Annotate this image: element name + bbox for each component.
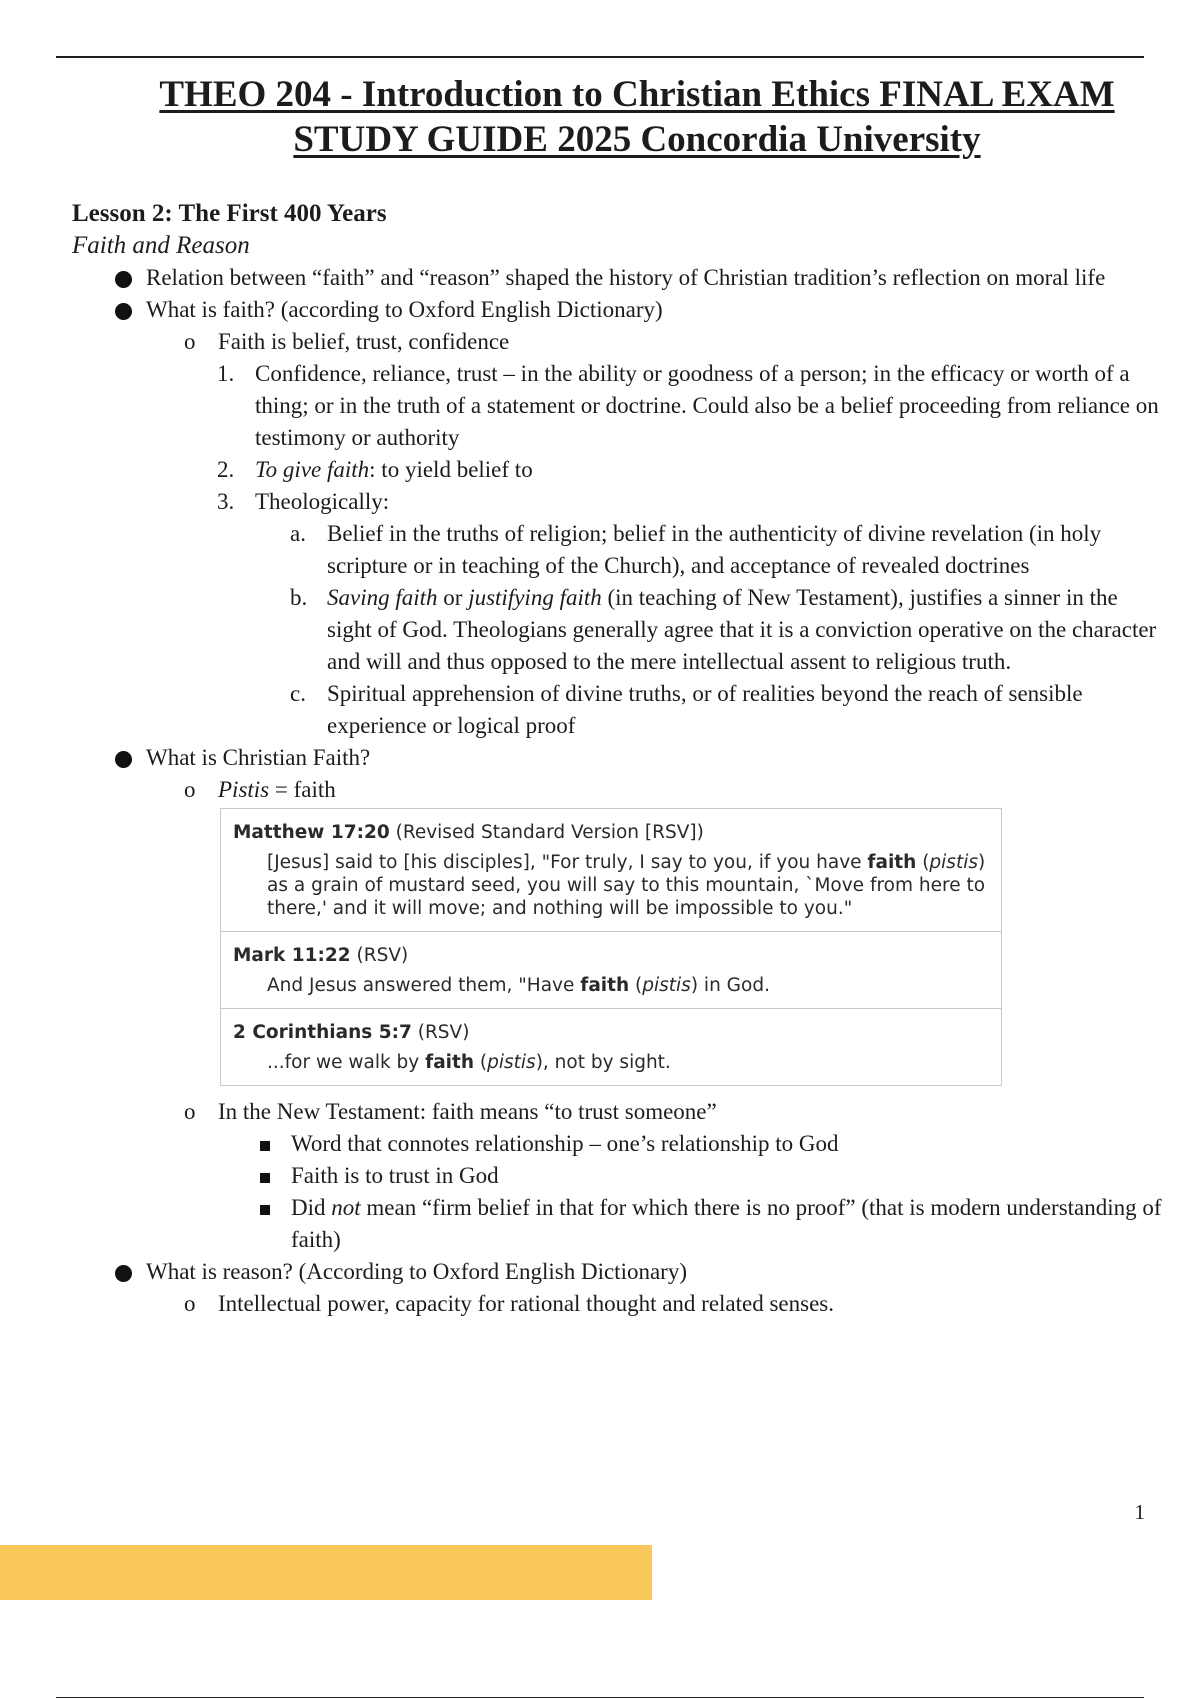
numbered-item-3: 3. Theologically: bbox=[72, 486, 1162, 518]
lettered-item-c: c. Spiritual apprehension of divine truths, or of realities beyond the reach of sensible experience or logical proof bbox=[72, 678, 1162, 742]
numbered-item-2: 2. To give faith: to yield belief to bbox=[72, 454, 1162, 486]
sub-new-testament: o In the New Testament: faith means “to trust someone” bbox=[72, 1096, 1162, 1128]
verse-row-mark bbox=[221, 932, 1001, 1009]
number-marker: 1. bbox=[217, 361, 235, 386]
document-title bbox=[112, 72, 1162, 162]
verse-row-matthew bbox=[221, 809, 1001, 932]
lettered-item-a: a. Belief in the truths of religion; belief in the authenticity of divine revelation (in holy scripture or in teaching of the Church), and acceptance of revealed doctrines bbox=[72, 518, 1162, 582]
lettered-item-b: b. Saving faith or justifying faith (in teaching of New Testament), justifies a sinner in the sight of God. Theologians generally agree that it is a conviction operative on the character and will and thus opposed to the mere intellectual assent to religious truth. bbox=[72, 582, 1162, 678]
bullet-christian-faith: What is Christian Faith? bbox=[72, 742, 1162, 774]
square-item-not-proof: Did not mean “firm belief in that for which there is no proof” (that is modern understanding of faith) bbox=[72, 1192, 1162, 1256]
number-marker: 3. bbox=[217, 489, 235, 514]
lesson-heading: Lesson 2: The First 400 Years bbox=[72, 200, 387, 227]
number-marker: 2. bbox=[217, 457, 235, 482]
verse-text: And Jesus answered them, "Have faith (pistis) in God. bbox=[267, 975, 770, 996]
verse-reference: 2 Corinthians 5:7 (RSV) bbox=[233, 1022, 470, 1043]
letter-marker: b. bbox=[290, 585, 308, 610]
bullet-faith-reason: Relation between “faith” and “reason” shaped the history of Christian tradition’s reflection on moral life bbox=[72, 262, 1162, 294]
title-line-1: THEO 204 - Introduction to Christian Ethics FINAL EXAM bbox=[159, 74, 1115, 115]
scripture-table bbox=[220, 808, 1002, 1086]
verse-text: [Jesus] said to [his disciples], "For truly, I say to you, if you have faith (pistis) as a grain of mustard seed, you will say to this mountain, `Move from here to there,' and it will move; and nothing will be impossible to you." bbox=[267, 852, 986, 919]
letter-marker: c. bbox=[290, 681, 306, 706]
square-item-trust: Faith is to trust in God bbox=[72, 1160, 1162, 1192]
sub-intellectual-power: o Intellectual power, capacity for rational thought and related senses. bbox=[72, 1288, 1162, 1320]
letter-marker: a. bbox=[290, 521, 306, 546]
verse-text: ...for we walk by faith (pistis), not by sight. bbox=[267, 1052, 671, 1073]
highlight-bar bbox=[0, 1545, 652, 1600]
title-line-2: STUDY GUIDE 2025 Concordia University bbox=[293, 119, 981, 160]
sub-pistis: o Pistis = faith bbox=[72, 774, 1162, 806]
bottom-rule bbox=[56, 1697, 1144, 1698]
page-number: 1 bbox=[1134, 1500, 1145, 1524]
top-rule bbox=[56, 56, 1144, 58]
numbered-item-1: 1. Confidence, reliance, trust – in the ability or goodness of a person; in the efficacy or worth of a thing; or in the truth of a statement or doctrine. Could also be a belief proceeding from reliance on testimony or authority bbox=[72, 358, 1162, 454]
verse-reference: Matthew 17:20 (Revised Standard Version [RSV]) bbox=[233, 822, 704, 843]
document-page bbox=[72, 72, 1162, 1320]
bullet-what-is-reason: What is reason? (According to Oxford English Dictionary) bbox=[72, 1256, 1162, 1288]
verse-row-corinthians bbox=[221, 1009, 1001, 1085]
square-item-relationship: Word that connotes relationship – one’s relationship to God bbox=[72, 1128, 1162, 1160]
sub-faith-belief: o Faith is belief, trust, confidence bbox=[72, 326, 1162, 358]
section-subheading: Faith and Reason bbox=[72, 232, 250, 259]
verse-reference: Mark 11:22 (RSV) bbox=[233, 945, 409, 966]
bullet-what-is-faith: What is faith? (according to Oxford English Dictionary) bbox=[72, 294, 1162, 326]
